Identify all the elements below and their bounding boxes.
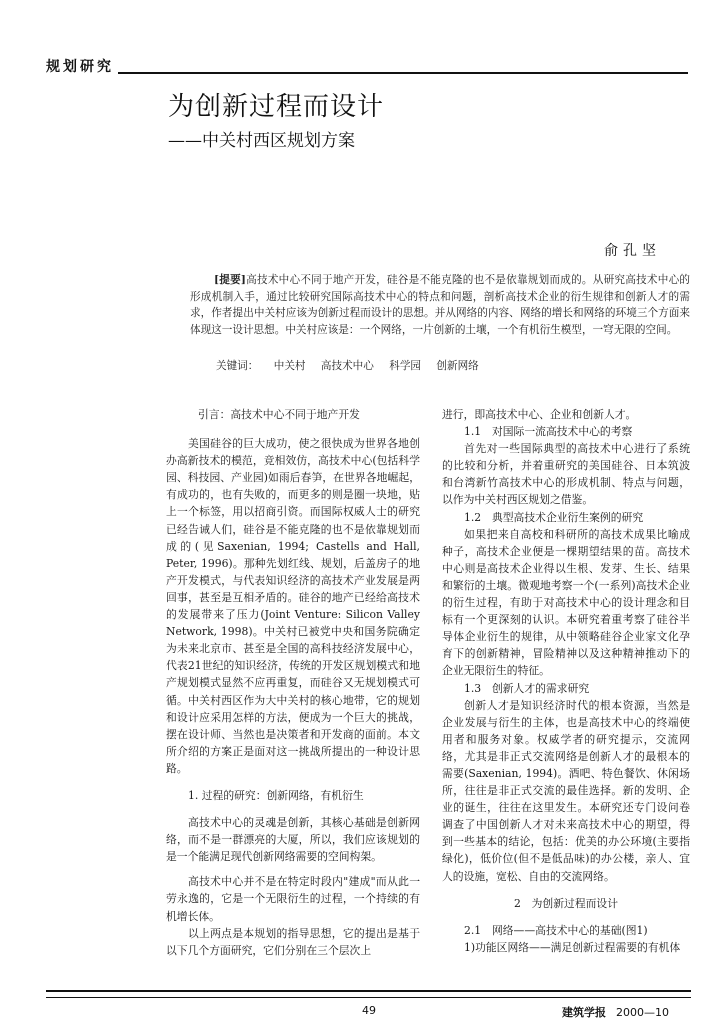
author-name: 俞孔坚 <box>604 243 661 259</box>
section-1-paragraph: 以上两点是本规划的指导思想，它的提出是基于以下几个方面研究，它们分别在三个层次上 <box>166 926 420 957</box>
keyword-item: 科学园 <box>389 360 422 372</box>
keyword-item: 高技术中心 <box>320 360 374 372</box>
subsection-2-1-text: 1)功能区网络——满足创新过程需要的有机体 <box>464 940 681 954</box>
subsection-1-2-heading: 1.2 典型高技术企业衍生案例的研究 <box>464 510 644 524</box>
abstract-lead: [提要] <box>214 274 246 286</box>
subsection-1-1-heading: 1.1 对国际一流高技术中心的考察 <box>464 425 633 439</box>
section-label: 规划研究 <box>46 59 114 75</box>
abstract-text: 高技术中心不同于地产开发，硅谷是不能克隆的也不是依靠规划而成的。从研究高技术中心的形成机制入手，通过比较研究国际高技术中心的特点和问题，剖析高技术企业的衍生规律和创新人才的需求，作者提出中关村应该为创新过程而设计的思想。并从网络的内容、网络的增长和网络的环境三个方面来体现这一设计思想。中关村应该是：一个网络，一片创新的土壤，一个有机衍生模型，一穹无限的空间。 <box>190 274 691 336</box>
keyword-item: 创新网络 <box>436 360 479 372</box>
header-rule <box>118 72 688 74</box>
subsection-1-1-text: 首先对一些国际典型的高技术中心进行了系统的比较和分析，并着重研究的美国硅谷、日本筑波和台湾新竹高技术中心的形成机制、特点与问题，以作为中关村西区规划之借鉴。 <box>442 442 690 507</box>
subsection-1-2-text: 如果把来自高校和科研所的高技术成果比喻成种子，高技术企业便是一棵期望结果的苗。高技术中心则是高技术企业得以生根、发芽、生长、结果和繁衍的土壤。微观地考察一个(一系列)高技术企业的衍生过程，有助于对高技术中心的设计理念和目标有一个更深刻的认识。本研究着重考察了硅谷半导体企业衍生的规律，从中领略硅谷企业家文化孕育下的创新精神，冒险精神以及这种精神推动下的企业无限衍生的特征。 <box>442 527 690 678</box>
keywords <box>216 358 686 373</box>
continuation-text: 进行，即高技术中心、企业和创新人才。 <box>442 408 637 421</box>
subsection-2-1-heading: 2.1 网络——高技术中心的基础(图1) <box>464 923 648 937</box>
intro-paragraph: 美国硅谷的巨大成功，使之很快成为世界各地创办高新技术的模范，竞相效仿，高技术中心(包括科学园、科技园、产业园)如雨后春笋，在世界各地崛起，有成功的，也有失败的，而更多的则是圈一块地，贴上一个标签，用以招商引资。而国际权威人士的研究已经告诫人们，硅谷是不能克隆的也不是依靠规划而成的(见Saxenian, 1994; Castells and Hall, Peter, 1996)。那种先划红线、规划，后盖房子的地产开发模式，与代表知识经济的高技术产业发展是两回事，甚至是互相矛盾的。硅谷的地产已经给高技术的发展带来了压力(Joint Venture: Silicon Valley Network, 1998)。中关村已被党中央和国务院确定为未来北京市、甚至是全国的高科技经济发展中心，代表21世纪的知识经济，传统的开发区规划模式和地产规划模式显然不应再重复，而硅谷又无规划模式可循。中关村西区作为大中关村的核心地带，它的规划和设计应采用怎样的方法，便成为一个巨大的挑战，摆在设计师、当然也是决策者和开发商的面前。本文所介绍的方案正是面对这一挑战所提出的一种设计思路。 <box>166 437 420 775</box>
keywords-label: 关键词： <box>216 360 259 372</box>
article-title: 为创新过程而设计 <box>168 92 385 122</box>
right-column <box>442 406 690 956</box>
subsection-1-3-heading: 1.3 创新人才的需求研究 <box>464 681 590 695</box>
journal-info <box>562 1004 669 1020</box>
keyword-item: 中关村 <box>273 360 306 372</box>
journal-name: 建筑学报 <box>562 1006 606 1019</box>
intro-heading: 引言：高技术中心不同于地产开发 <box>198 408 360 421</box>
subsection-1-3-text: 创新人才是知识经济时代的根本资源，当然是企业发展与衍生的主体，也是高技术中心的终端使用者和服务对象。权威学者的研究提示，交流网络，尤其是非正式交流网络是创新人才的最根本的需要(Saxenian, 1994)。酒吧、特色餐饮、休闲场所，往往是非正式交流的最佳选择。新的发明、企业的诞生，往往在这里发生。本研究还专门设问卷调查了中国创新人才对未来高技术中心的期望，得到一些基本的结论，包括：优美的办公环境(主要指绿化)，低价位(但不是低品味)的办公楼，亲人、宜人的设施，宽松、自由的交流网络。 <box>442 698 690 883</box>
section-1-paragraph: 高技术中心并不是在特定时段内"建成"而从此一劳永逸的，它是一个无限衍生的过程，一个持续的有机增长体。 <box>166 875 420 923</box>
section-2-heading: 2 为创新过程而设计 <box>513 896 619 910</box>
abstract <box>190 272 690 338</box>
section-1-heading: 1. 过程的研究：创新网络，有机衍生 <box>188 788 364 802</box>
article-subtitle: ——中关村西区规划方案 <box>168 131 355 151</box>
section-1-paragraph: 高技术中心的灵魂是创新，其核心基础是创新网络，而不是一群漂亮的大厦，所以，我们应该规划的是一个能满足现代创新网络需要的空间构架。 <box>166 816 420 864</box>
footer-rule <box>46 990 691 998</box>
left-column <box>166 406 420 959</box>
page-number: 49 <box>362 1004 376 1017</box>
journal-issue: 2000—10 <box>616 1006 669 1019</box>
